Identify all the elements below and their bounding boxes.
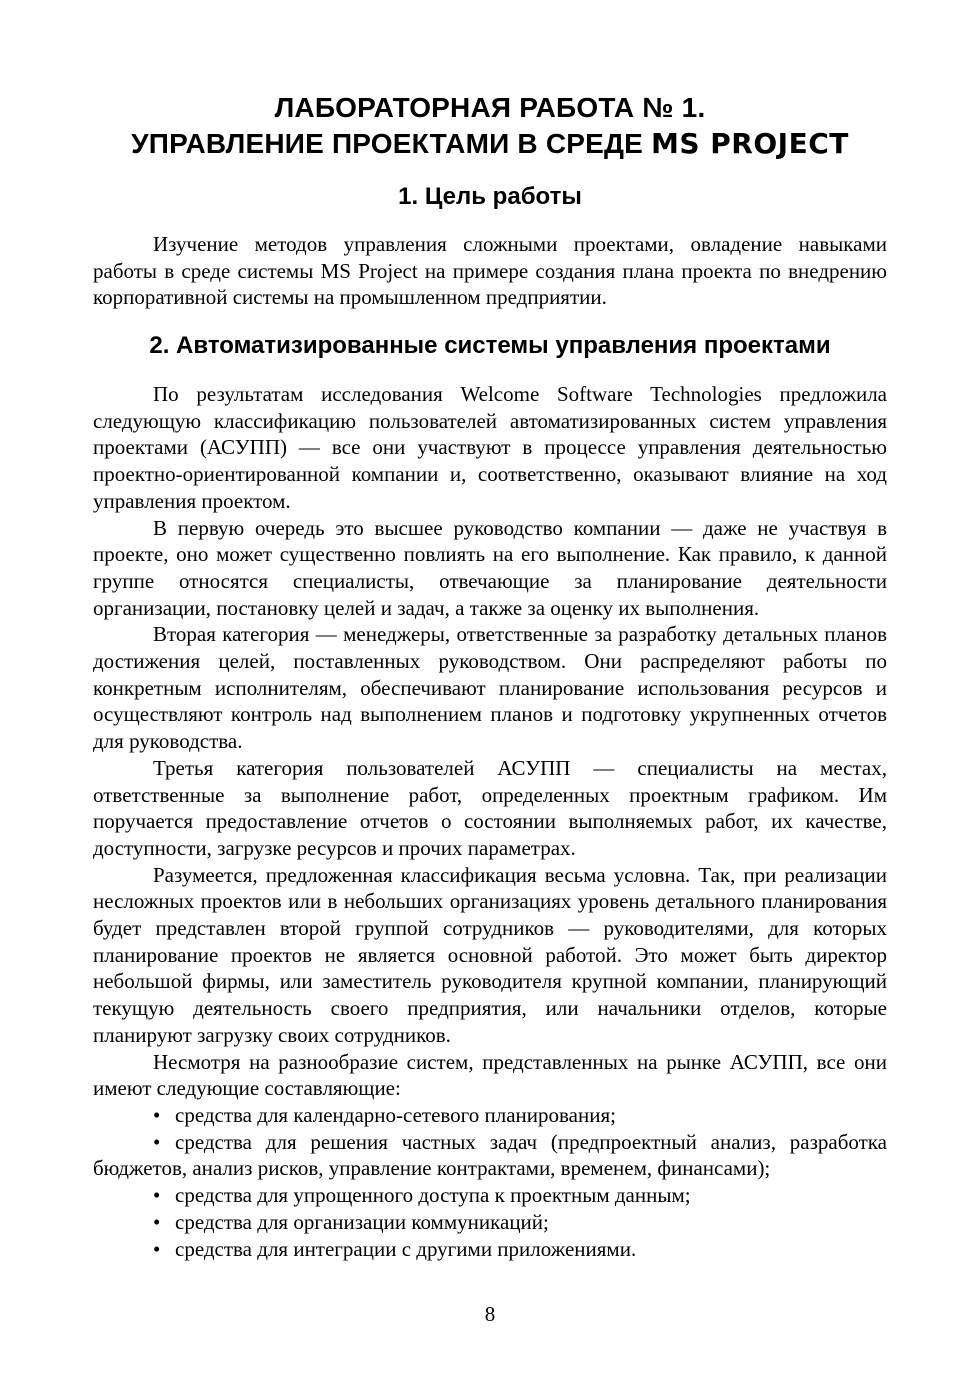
lab-title-line2-prefix: УПРАВЛЕНИЕ ПРОЕКТАМИ В СРЕДЕ (131, 128, 651, 159)
list-item-text: средства для организации коммуникаций; (175, 1209, 549, 1234)
list-item (93, 1209, 887, 1236)
lab-title (0, 90, 980, 162)
section2-paragraph-5: Разумеется, предложенная классификация весьма условна. Так, при реализации несложных проектов или в небольших организациях уровень детального планирования будет представлен второй группой сотрудников — руководителями, для которых планирование проектов не является основной работой. Это может быть директор небольшой фирмы, или заместитель руководителя крупной компании, планирующий текущую деятельность своего предприятия, или начальники отделов, которые планируют загрузку своих сотрудников. (93, 862, 887, 1047)
list-item (93, 1102, 887, 1129)
section2-paragraph-4: Третья категория пользователей АСУПП — специалисты на местах, ответственные за выполнение работ, определенных проектным графиком. Им поручается предоставление отчетов о состоянии выполняемых работ, их качестве, доступности, загрузке ресурсов и прочих параметрах. (93, 755, 887, 860)
section2-heading: 2. Автоматизированные системы управления проектами (149, 332, 831, 359)
bullet-icon: • (153, 1129, 161, 1154)
page-number: 8 (484, 1302, 496, 1326)
list-item-text: средства для календарно-сетевого планирования; (175, 1102, 616, 1127)
section2-body (93, 381, 887, 1262)
lab-title-product: MS PROJECT (651, 127, 849, 160)
bullet-icon: • (153, 1209, 161, 1234)
section2-paragraph-6: Несмотря на разнообразие систем, представленных на рынке АСУПП, все они имеют следующие составляющие: (93, 1049, 887, 1101)
section1-paragraph: Изучение методов управления сложными проектами, овладение навыками работы в среде системы MS Project на примере создания плана проекта по внедрению корпоративной системы на промышленном предприятии. (93, 232, 887, 310)
components-list (93, 1102, 887, 1262)
list-item (93, 1236, 887, 1263)
bullet-icon: • (153, 1183, 161, 1208)
bullet-icon: • (153, 1102, 161, 1127)
section2-paragraph-2: В первую очередь это высшее руководство компании — даже не участвуя в проекте, оно может существенно повлиять на его выполнение. Как правило, к данной группе относятся специалисты, отвечающие за планирование деятельности организации, постановку целей и задач, а также за оценку их выполнения. (93, 515, 887, 620)
section2-paragraph-1: По результатам исследования Welcome Software Technologies предложила следующую классификацию пользователей автоматизированных систем управления проектами (АСУПП) — все они участвуют в процессе управления деятельностью проектно-ориентированной компании и, соответственно, оказывают влияние на ход управления проектом. (93, 382, 887, 513)
lab-title-line1: ЛАБОРАТОРНАЯ РАБОТА № 1. (274, 92, 706, 123)
list-item (93, 1182, 887, 1209)
bullet-icon: • (153, 1236, 161, 1261)
list-item-text: средства для упрощенного доступа к проектным данным; (175, 1183, 691, 1208)
section2-paragraph-3: Вторая категория — менеджеры, ответственные за разработку детальных планов достижения целей, поставленных руководством. Они распределяют работы по конкретным исполнителям, обеспечивают планирование использования ресурсов и осуществляют контроль над выполнением планов и подготовку укрупненных отчетов для руководства. (93, 622, 887, 754)
lab-title-line2 (0, 126, 980, 162)
section1-body (93, 231, 887, 311)
list-item-text: средства для решения частных задач (предпроектный анализ, разработка бюджетов, анализ рисков, управление контрактами, временем, финансами); (93, 1129, 887, 1181)
list-item-text: средства для интеграции с другими приложениями. (175, 1236, 637, 1261)
list-item (93, 1129, 887, 1182)
section1-heading: 1. Цель работы (398, 183, 582, 210)
